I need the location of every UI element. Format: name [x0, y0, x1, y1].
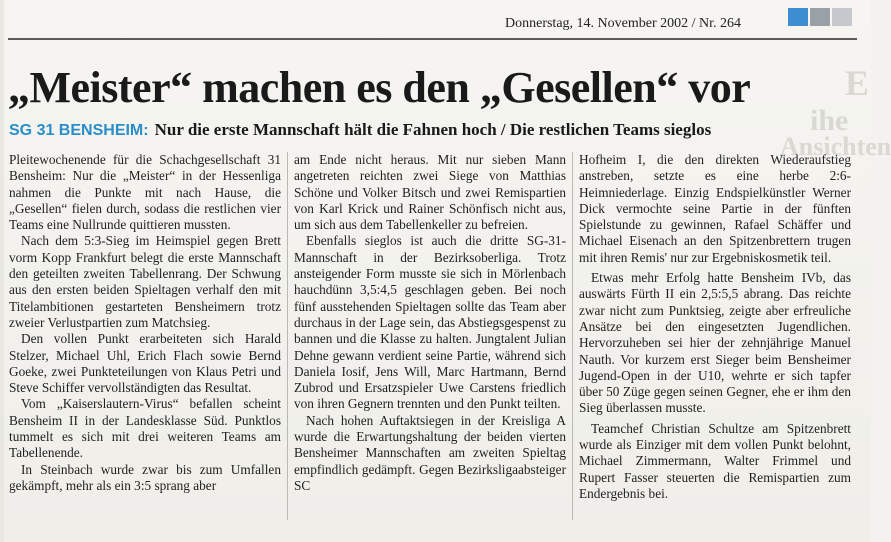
paragraph: Hofheim I, die den direkten Wiederaufstieg anstreben, setzte es eine herbe 2:6-Heimniederlage. Einzig Endspielkünstler Werner Dick vermochte seine Partie in der fünften Spielstunde zu gewinnen, Rafael Schäffer und Michael Eisenach an den Spitzenbrettern trugen mit ihren Remis' nur zur Ergebniskosmetik teil.	[579, 152, 851, 265]
article-column-3	[579, 152, 851, 502]
paragraph: am Ende nicht heraus. Mit nur sieben Mann angetreten reichten zwei Siege von Matthias Schöne und Volker Bitsch und zwei Remispartien von Karl Krick und Rainer Schönfisch nicht aus, um sich aus dem Tabellenkeller zu befreien.	[294, 152, 566, 233]
paragraph: Nach dem 5:3-Sieg im Heimspiel gegen Brett vorm Kopp Frankfurt belegt die erste Mannschaft den geteilten zweiten Tabellenrang. Der Schwung aus den ersten beiden Spieltagen verhalf den mit Titelambitionen gestarteten Bensheimern trotz zweier Verlustpartien zum Matchsieg.	[9, 233, 281, 330]
paragraph: Ebenfalls sieglos ist auch die dritte SG-31-Mannschaft in der Bezirksoberliga. Trotz ansteigender Form musste sie sich in Mörlenbach hauchdünn 3,5:4,5 geschlagen geben. Bei noch fünf ausstehenden Spieltagen sollte das Team aber durchaus in der Lage sein, das Abstiegsgespenst zu bannen und die Klasse zu halten. Jungtalent Julian Dehne gewann verdient seine Partie, während sich Daniela Iosif, Jens Will, Marc Hartmann, Bernd Zubrod und Ersatzspieler Uwe Carstens friedlich von ihren Gegnern trennten und den Punkt teilten.	[294, 233, 566, 412]
color-tab	[810, 8, 830, 26]
header-rule	[8, 38, 857, 40]
paragraph: Teamchef Christian Schultze am Spitzenbrett wurde als Einziger mit dem vollen Punkt belohnt, Michael Zimmermann, Walter Frimmel und Rupert Fasser steuerten die Remispartien zum Endergebnis bei.	[579, 420, 851, 501]
article-column-1	[9, 152, 281, 494]
article-column-2	[294, 152, 566, 494]
bleed-through-text: E	[845, 63, 870, 103]
bleed-through-text: ihe	[810, 104, 849, 137]
color-tab	[788, 8, 808, 26]
article-subheadline	[9, 120, 711, 140]
article-headline: „Meister“ machen es den „Gesellen“ vor	[8, 63, 751, 112]
paragraph: Etwas mehr Erfolg hatte Bensheim IVb, das auswärts Fürth II ein 2,5:5,5 abrang. Das reichte zwar nicht zum Punktsieg, zeigte aber erfreuliche Ansätze bei den eingesetzten Jugendlichen. Hervorzuheben sei hier der zehnjährige Manuel Nauth. Vor kurzem erst Sieger beim Bensheimer Jugend-Open in der U10, wehrte er sich tapfer über 50 Züge gegen seinen Gegner, ehe er ihm den Sieg überlassen musste.	[579, 270, 851, 416]
page-edge	[0, 0, 4, 542]
paragraph: Vom „Kaiserslautern-Virus“ befallen scheint Bensheim II in der Landesklasse Süd. Punktlos tummelt es sich mit drei weiteren Teams am Tabellenende.	[9, 396, 281, 461]
column-divider	[287, 152, 288, 520]
kicker: SG 31 BENSHEIM:	[9, 122, 149, 139]
column-divider	[572, 152, 573, 520]
paragraph: In Steinbach wurde zwar bis zum Umfallen gekämpft, mehr als ein 3:5 sprang aber	[9, 461, 281, 493]
dateline: Donnerstag, 14. November 2002 / Nr. 264	[505, 16, 742, 31]
paragraph: Nach hohen Auftaktsiegen in der Kreisliga A wurde die Erwartungshaltung der beiden vierten Bensheimer Mannschaften am zweiten Spieltag empfindlich gedämpft. Gegen Bezirksligaabsteiger SC	[294, 412, 566, 493]
color-tab	[832, 8, 852, 26]
deck: Nur die erste Mannschaft hält die Fahnen hoch / Die restlichen Teams sieglos	[154, 120, 712, 139]
bleed-through-text: Ansichten	[780, 132, 891, 161]
section-color-tabs	[788, 8, 852, 26]
paragraph: Den vollen Punkt erarbeiteten sich Harald Stelzer, Michael Uhl, Erich Flach sowie Bernd Goeke, zwei Punkteteilungen von Klaus Petri und Steve Schiffer vervollständigten das Resultat.	[9, 331, 281, 396]
paragraph: Pleitewochenende für die Schachgesellschaft 31 Bensheim: Nur die „Meister“ in der Hessenliga nahmen die Punkte mit nach Hause, die „Gesellen“ fielen durch, sodass die restlichen vier Teams eine Nullrunde quittieren mussten.	[9, 152, 281, 233]
